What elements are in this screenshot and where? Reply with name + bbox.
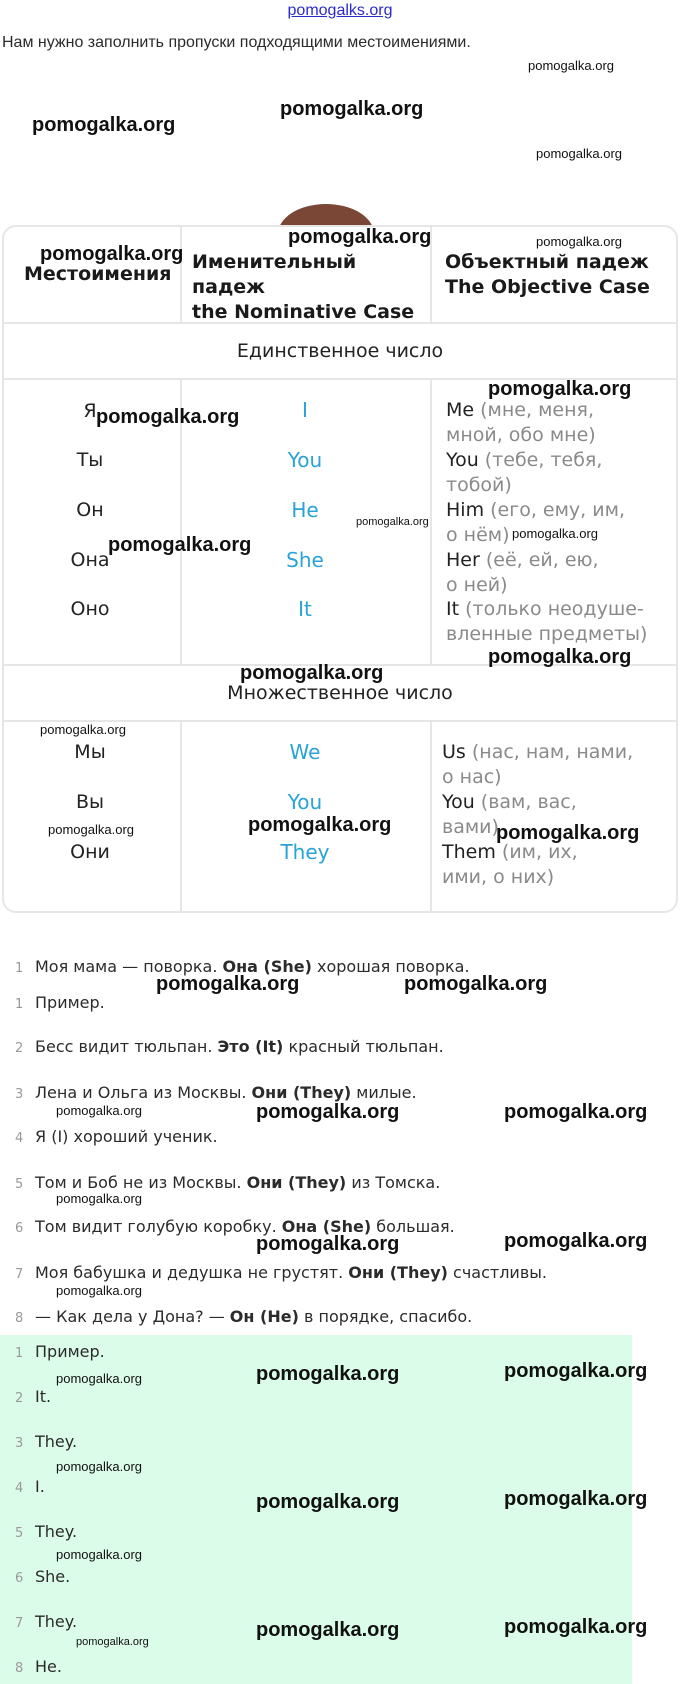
example-item: 4 Я (I) хороший ученик.	[15, 1127, 218, 1146]
example-item: 5 Том и Боб не из Москвы. Они (They) из Томска.	[15, 1173, 441, 1192]
intro-text: Нам нужно заполнить пропуски подходящими местоимениями.	[2, 34, 471, 51]
watermark: pomogalka.org	[280, 98, 424, 120]
example-item: 3 Лена и Ольга из Москвы. Они (They) милые.	[15, 1083, 417, 1102]
example-item: 1 Пример.	[15, 993, 105, 1012]
obj-pronoun: Them (им, их, ими, о них)	[442, 841, 578, 888]
watermark: pomogalka.org	[32, 114, 176, 136]
watermark: pomogalka.org	[256, 1101, 400, 1123]
example-item: 7 Моя бабушка и дедушка не грустят. Они (They) счастливы.	[15, 1263, 547, 1282]
ru-pronoun: Ты	[76, 449, 104, 471]
watermark: pomogalka.org	[56, 1459, 142, 1474]
watermark: pomogalka.org	[256, 1491, 400, 1513]
watermark: pomogalka.org	[512, 526, 598, 541]
obj-pronoun: You (вам, вас, вами)	[442, 791, 577, 838]
watermark: pomogalka.org	[56, 1103, 142, 1118]
watermark: pomogalka.org	[504, 1230, 648, 1252]
answer-item: 1 Пример.	[15, 1342, 105, 1361]
watermark: pomogalka.org	[536, 146, 622, 161]
answer-item: 8 He.	[15, 1657, 62, 1676]
en-pronoun: I	[302, 398, 308, 422]
watermark: pomogalka.org	[504, 1616, 648, 1638]
watermark: pomogalka.org	[248, 814, 392, 836]
example-item: 1 Моя мама — поворка. Она (She) хорошая поворка.	[15, 957, 470, 976]
watermark: pomogalka.org	[56, 1191, 142, 1206]
watermark: pomogalka.org	[536, 234, 622, 249]
en-pronoun: We	[289, 740, 321, 764]
ru-pronoun: Она	[70, 549, 110, 571]
en-pronoun: She	[286, 548, 324, 572]
example-item: 6 Том видит голубую коробку. Она (She) большая.	[15, 1217, 455, 1236]
watermark: pomogalka.org	[504, 1488, 648, 1510]
obj-pronoun: Me (мне, меня, мной, обо мне)	[446, 399, 596, 446]
watermark: pomogalka.org	[40, 243, 184, 265]
watermark: pomogalka.org	[488, 646, 632, 668]
answer-item: 2 It.	[15, 1387, 52, 1406]
watermark: pomogalka.org	[404, 973, 548, 995]
watermark: pomogalka.org	[256, 1363, 400, 1385]
en-pronoun: It	[298, 597, 312, 621]
header-nominative: Именительный падеж the Nominative Case	[192, 251, 415, 323]
watermark: pomogalka.org	[288, 226, 432, 248]
watermark: pomogalka.org	[356, 516, 429, 528]
obj-pronoun: It (только неодуше- вленные предметы)	[446, 598, 648, 645]
obj-pronoun: Her (её, ей, ею, о ней)	[446, 549, 599, 596]
ru-pronoun: Я	[83, 400, 97, 422]
watermark: pomogalka.org	[528, 58, 614, 73]
example-item: 8 — Как дела у Дона? — Он (He) в порядке, спасибо.	[15, 1307, 473, 1326]
header-pronouns: Местоимения	[24, 263, 172, 285]
en-pronoun: You	[287, 790, 323, 814]
plural-title: Множественное число	[227, 682, 453, 704]
ru-pronoun: Он	[76, 499, 104, 521]
watermark: pomogalka.org	[504, 1360, 648, 1382]
watermark: pomogalka.org	[56, 1371, 142, 1386]
answer-item: 4 I.	[15, 1477, 45, 1496]
watermark: pomogalka.org	[76, 1636, 149, 1648]
obj-pronoun: Us (нас, нам, нами, о нас)	[442, 741, 634, 788]
watermark: pomogalka.org	[256, 1619, 400, 1641]
answer-item: 5 They.	[15, 1522, 78, 1541]
header-objective: Объектный падеж The Objective Case	[445, 251, 650, 298]
obj-pronoun: You (тебе, тебя, тобой)	[446, 449, 603, 496]
en-pronoun: He	[291, 498, 319, 522]
ru-pronoun: Мы	[74, 741, 106, 763]
watermark: pomogalka.org	[48, 822, 134, 837]
answer-item: 7 They.	[15, 1612, 78, 1631]
watermark: pomogalka.org	[488, 378, 632, 400]
example-item: 2 Бесс видит тюльпан. Это (It) красный тюльпан.	[15, 1037, 444, 1056]
watermark: pomogalka.org	[40, 722, 126, 737]
watermark: pomogalka.org	[504, 1101, 648, 1123]
watermark: pomogalka.org	[240, 662, 384, 684]
watermark: pomogalka.org	[156, 973, 300, 995]
watermark: pomogalka.org	[256, 1233, 400, 1255]
watermark: pomogalka.org	[108, 534, 252, 556]
en-pronoun: You	[287, 448, 323, 472]
watermark: pomogalka.org	[96, 406, 240, 428]
ru-pronoun: Оно	[70, 598, 110, 620]
ru-pronoun: Вы	[75, 791, 105, 813]
answer-item: 3 They.	[15, 1432, 78, 1451]
watermark: pomogalka.org	[56, 1283, 142, 1298]
watermark: pomogalka.org	[496, 822, 640, 844]
answer-item: 6 She.	[15, 1567, 71, 1586]
ru-pronoun: Они	[70, 841, 110, 863]
obj-pronoun: Him (его, ему, им, о нём)	[446, 499, 625, 546]
site-link[interactable]: pomogalks.org	[287, 2, 393, 19]
singular-title: Единственное число	[236, 340, 444, 362]
en-pronoun: They	[280, 840, 330, 864]
watermark: pomogalka.org	[56, 1547, 142, 1562]
